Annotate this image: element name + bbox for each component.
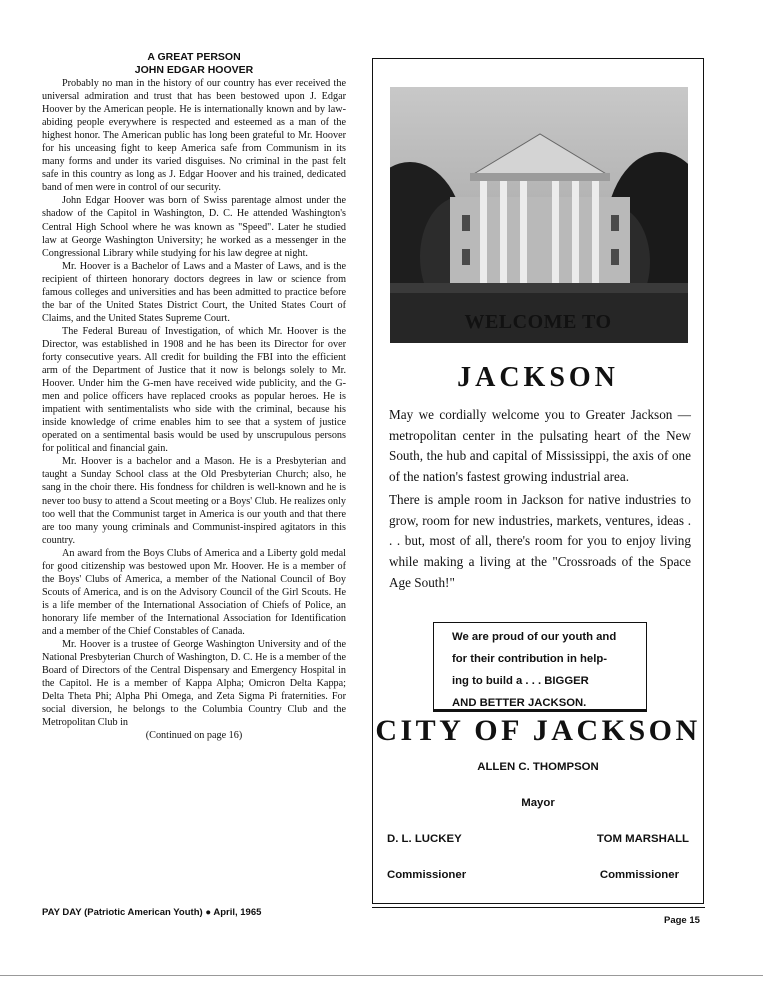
welcome-heading: WELCOME TO (464, 311, 612, 333)
publication-footer (42, 907, 261, 918)
welcome-text (389, 405, 691, 595)
article-title: A GREAT PERSON (147, 51, 241, 63)
welcome-paragraph: There is ample room in Jackson for native industries to grow, room for new industries, markets, ventures, ideas . . . but, most of all, there's room for you to enjoy living while making a living at the "Crossroads of the Space Age South!" (389, 491, 691, 590)
article-paragraph: Mr. Hoover is a bachelor and a Mason. He is a Presbyterian and taught a Sunday School class at the Old Presbyterian Church; also, he sang in the choir there. His fondness for children is well-known and he is never too busy to attend a Scout meeting or a Boys' Club. He realizes only too well that the Communist target in America is our youth and that there are too many young criminals and Communist-inspired agitators in this country. (42, 456, 346, 546)
publication-name: PAY DAY (Patriotic American Youth) (42, 907, 203, 918)
mayor-title: Mayor (521, 797, 555, 809)
pride-line: We are proud of our youth and (452, 631, 617, 643)
commissioner-title: Commissioner (599, 869, 679, 881)
pride-line: for their contribution in help- (452, 653, 608, 665)
commissioner-name: TOM MARSHALL (596, 833, 689, 845)
article-paragraph: An award from the Boys Clubs of America and a Liberty gold medal for good citizenship was bestowed upon Mr. Hoover. He is a member of the Boys' Clubs of America, a member of the National Council of Boy Scouts of America, and is on the Advisory Council of the Girl Scouts. He is a life member of the International Association of Chiefs of Police, an honorary life member of the International Association for Identification and a member of the Chief Constables of Canada. (42, 547, 346, 637)
youth-pride-box (433, 622, 647, 712)
bottom-rule (0, 975, 763, 976)
city-name-heading: JACKSON (457, 362, 619, 393)
article-paragraph: John Edgar Hoover was born of Swiss parentage almost under the shadow of the Capitol in Washington, D. C. He attended Washington's Central High School where he was known as "Speed". Later he studied law at George Washington University; he worked as a messenger in the Congressional Library while studying for his law degree at night. (42, 195, 346, 259)
issue-date: April, 1965 (213, 907, 262, 918)
jackson-advertisement (372, 58, 704, 904)
commissioner-title: Commissioner (387, 869, 467, 881)
pride-line: AND BETTER JACKSON. (452, 697, 587, 709)
article-paragraph: Mr. Hoover is a Bachelor of Laws and a Master of Laws, and is the recipient of thirteen honorary doctors degrees in law or science from famous colleges and universities and has been admitted to practice before the bar of the United States District Court, the United States Court of Claims, and the United States Supreme Court. (42, 260, 346, 324)
capitol-building-photo (390, 87, 688, 343)
bullet-separator: ● (205, 907, 212, 918)
article-column (42, 51, 346, 742)
continued-note: (Continued on page 16) (145, 730, 243, 742)
mayor-name: ALLEN C. THOMPSON (477, 761, 599, 773)
article-paragraph: The Federal Bureau of Investigation, of which Mr. Hoover is the Director, was established in 1908 and he has been its Director for over forty consecutive years. All credit for building the FBI into the efficient arm of the Department of Justice that it now is belongs solely to Mr. Hoover. Under him the G-men have received wide publicity, and the G-men and police officers have replaced crooks as popular heroes. He is impatient with sentimentalists who side with the criminal, because his inside knowledge of crime enables him to see that a system of justice operated on a sentimental basis would be used by unscrupulous persons for political and financial gain. (42, 325, 346, 455)
article-subtitle: JOHN EDGAR HOOVER (134, 64, 254, 76)
city-banner: CITY OF JACKSON (375, 714, 701, 747)
commissioner-name: D. L. LUCKEY (387, 833, 462, 845)
pride-line: ing to build a . . . BIGGER (452, 675, 589, 687)
page-number: Page 15 (664, 915, 700, 926)
article-paragraph: Mr. Hoover is a trustee of George Washington University and of the National Presbyterian Church of Washington, D. C. He is a member of the Board of Directors of the Central Dispensary and Emergency Hospital in the Capitol. He is a member of Kappa Alpha; Omicron Delta Kappa; Delta Theta Phi; Alpha Phi Omega, and Zeta Sigma Pi fraternities. For social diversion, he belongs to the Columbia Country Club and the Metropolitan Club in (42, 639, 346, 729)
welcome-paragraph: May we cordially welcome you to Greater Jackson —metropolitan center in the pulsating heart of the New South, the hub and capital of Mississippi, the axis of one of the nation's fastest growing industrial area. (389, 407, 691, 485)
article-paragraph: Probably no man in the history of our country has ever received the universal admiration and trust that has been bestowed upon J. Edgar Hoover by the American people. He is internationally known and by law-abiding people everywhere is respected and esteemed as a man of the highest honor. The American public has long been grateful to Mr. Hoover for his unceasing fight to keep America safe from Communism in its many forms and under its varied disguises. No criminal in the past felt safe in this country as long as J. Edgar Hoover and his trained, dedicated band of men were in control of our security. (42, 78, 346, 194)
article-body (42, 77, 346, 742)
